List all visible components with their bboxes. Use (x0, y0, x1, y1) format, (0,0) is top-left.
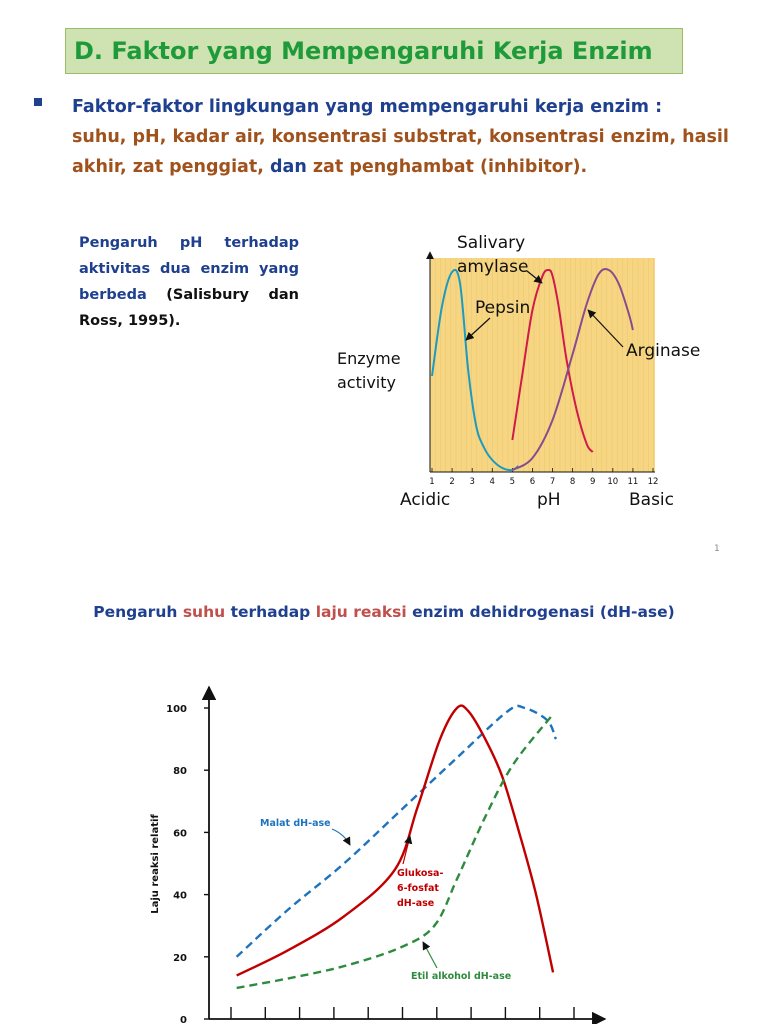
temp-arrow-malat (332, 829, 350, 845)
factor-end: . (580, 157, 588, 177)
ph-caption-blue: Pengaruh pH terhadap aktivitas dua enzim yang berbeda (79, 235, 299, 303)
ph-annotation-amylase-line-1: Salivary (457, 233, 526, 253)
ph-annotation-arginase: Arginase (626, 341, 701, 361)
page-number: 1 (714, 544, 720, 554)
temp-series-line-1 (237, 706, 553, 976)
temp-y-tick-label: 60 (173, 828, 187, 840)
ph-chart (337, 233, 700, 510)
temp-ylabel: Laju reaksi relatif (150, 814, 161, 914)
temp-annotation-etil: Etil alkohol dH-ase (411, 971, 512, 982)
temp-series-line-2 (237, 714, 553, 988)
temp-annotation-glukosa-line-2: 6-fosfat (397, 883, 439, 894)
ph-x-tick-label: 11 (627, 477, 639, 487)
ph-x-tick-label: 6 (529, 477, 536, 487)
ph-x-tick-label: 8 (569, 477, 576, 487)
temp-y-tick-label: 100 (166, 704, 187, 715)
ph-annotation-amylase-line-2: amylase (457, 257, 529, 277)
temp-arrow-etil (423, 942, 437, 968)
temp-y-tick-label: 0 (180, 1015, 187, 1024)
ph-xlabel: pH (537, 490, 561, 510)
temp-title-part-4: laju reaksi (315, 603, 407, 621)
ph-x-tick-label: 3 (469, 477, 475, 487)
temp-title-part-1: Pengaruh (93, 603, 178, 621)
temp-annotation-malat: Malat dH-ase (260, 818, 331, 829)
temp-y-tick-label: 40 (173, 890, 187, 902)
ph-annotation-pepsin: Pepsin (475, 298, 531, 318)
slide-title: D. Faktor yang Mempengaruhi Kerja Enzim (74, 37, 653, 65)
ph-x-tick-label: 5 (509, 477, 516, 487)
ph-ylabel-line-2: activity (337, 373, 396, 392)
ph-x-right-label: Basic (629, 490, 675, 510)
temp-annotation-glukosa-line-1: Glukosa- (397, 868, 444, 879)
factor-list-1: suhu, pH, kadar air, konsentrasi substrat, konsentrasi enzim, hasil akhir, zat penggiat, (72, 127, 729, 177)
ph-x-tick-label: 7 (549, 477, 556, 487)
bullet-lead: Faktor-faktor lingkungan yang mempengaruhi kerja enzim : (72, 97, 663, 117)
temperature-chart (150, 687, 605, 1024)
ph-ylabel-line-1: Enzyme (337, 349, 401, 368)
factor-connector: dan (269, 157, 307, 177)
temp-y-tick-label: 20 (173, 952, 187, 964)
ph-x-tick-label: 12 (647, 477, 659, 487)
ph-caption-citation: (Salisbury dan Ross, 1995). (79, 287, 299, 329)
temp-title-part-5: enzim dehidrogenasi (dH-ase) (412, 603, 675, 621)
ph-x-tick-label: 10 (607, 477, 619, 487)
temp-title-part-2: suhu (182, 603, 226, 621)
ph-x-tick-label: 1 (429, 477, 435, 487)
ph-x-tick-label: 9 (590, 477, 596, 487)
temp-series-line-0 (237, 706, 556, 957)
factor-list-2: zat penghambat (inhibitor) (312, 157, 581, 177)
temp-annotation-glukosa-line-3: dH-ase (397, 898, 435, 909)
temp-title-part-3: terhadap (230, 603, 311, 621)
ph-x-tick-label: 2 (449, 477, 455, 487)
ph-x-left-label: Acidic (400, 490, 451, 510)
ph-x-tick-label: 4 (489, 477, 495, 487)
temp-y-tick-label: 80 (173, 766, 187, 778)
